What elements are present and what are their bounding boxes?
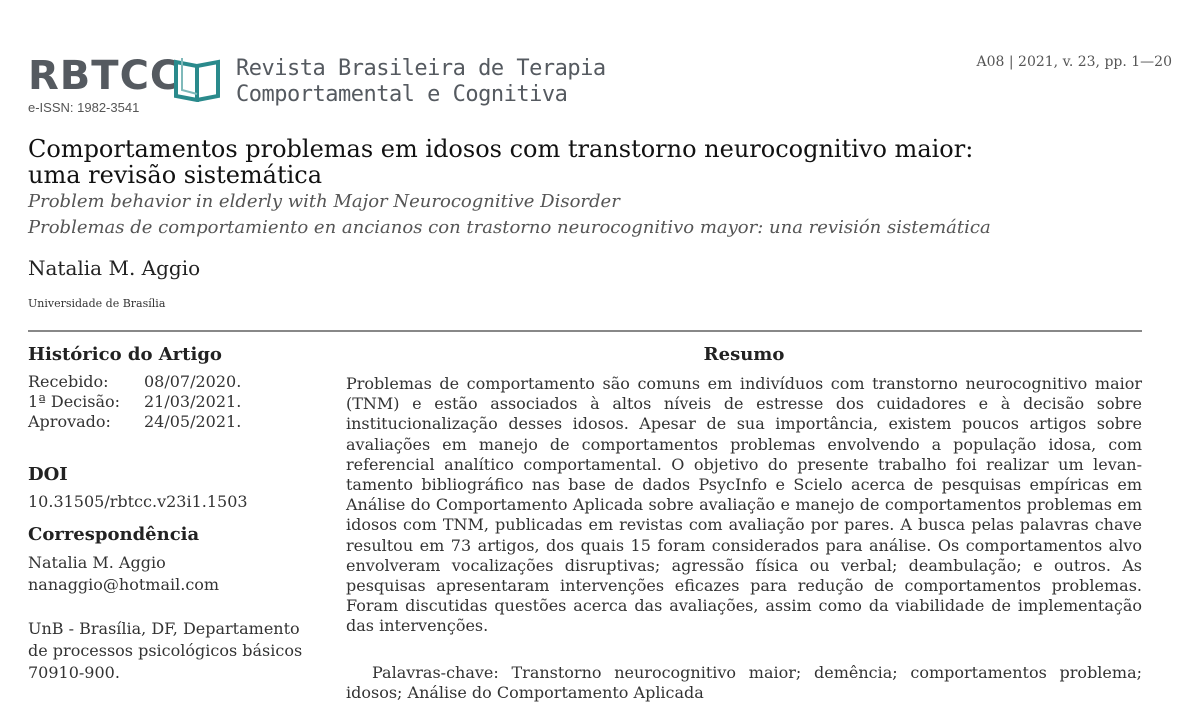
doi-link[interactable]: 10.31505/rbtcc.v23i1.1503 xyxy=(28,492,248,511)
subtitle-spanish: Problemas de comportamiento en ancianos con trastorno neurocognitivo mayor: una revisión sistemática xyxy=(28,217,991,238)
correspondence-name: Natalia M. Aggio xyxy=(28,553,166,572)
history-label: Recebido: xyxy=(28,372,109,391)
history-label: 1ª Decisão: xyxy=(28,392,121,411)
correspondence-email[interactable]: nanaggio@hotmail.com xyxy=(28,575,220,594)
abstract-text: Problemas de comportamento são comuns em indivíduos com transtorno neurocognitivo maior (TNM) e estão associados à altos níveis de estresse dos cuidadores e à decisão sobre institucionalização desses idosos. Apesar de sua importância, existem poucos artigos sobre avaliações em manejo de comportamentos problemas envolvendo a população idosa, com referencial analítico comportamental. O objetivo do presente trabalho foi realizar um levantamento bibliográfico nas base de dados PsycInfo e Scielo acerca de pesquisas empíricas em Análise do Comportamento Aplicada sobre avaliação e manejo de comportamentos problemas em idosos com TNM, publicadas em revistas com avaliação por pares. A busca pelas palavras chave resultou em 73 artigos, dos quais 15 foram considerados para análise. Os comportamentos alvo envolveram vocalizações disruptivas; agressão física ou verbal; deambulação; e outros. As pesquisas apresentaram intervenções eficazes para redução de comportamentos problemas. Foram discutidas questões acerca das avaliações, assim como da viabilidade de implementação das intervenções. xyxy=(346,374,1142,636)
history-value: 08/07/2020. xyxy=(144,372,242,391)
address-line: 70910-900. xyxy=(28,663,120,682)
history-row-received xyxy=(28,372,328,392)
journal-name xyxy=(236,56,606,108)
title-line1: Comportamentos problemas em idosos com transtorno neurocognitivo maior: xyxy=(28,135,974,163)
keywords: Palavras-chave: Transtorno neurocognitivo maior; demência; comportamentos problema; idosos; Análise do Comportamento Aplicada xyxy=(346,663,1142,703)
journal-logo xyxy=(28,54,238,120)
issn: e-ISSN: 1982-3541 xyxy=(28,100,140,115)
affiliation: Universidade de Brasília xyxy=(28,297,166,310)
correspondence-address xyxy=(28,618,328,684)
doi-heading: DOI xyxy=(28,464,68,485)
correspondence-heading: Correspondência xyxy=(28,524,200,545)
open-book-icon xyxy=(170,56,224,102)
author-name: Natalia M. Aggio xyxy=(28,256,201,280)
subtitle-english: Problem behavior in elderly with Major Neurocognitive Disorder xyxy=(28,191,620,212)
abstract-heading: Resumo xyxy=(703,344,785,365)
history-row-approved xyxy=(28,412,328,432)
article-title xyxy=(28,136,1168,188)
logo-text: RBTCC xyxy=(28,53,181,99)
history-value: 24/05/2021. xyxy=(144,412,242,431)
address-line: de processos psicológicos básicos xyxy=(28,641,303,660)
article-info-sidebar xyxy=(28,344,328,682)
history-row-decision xyxy=(28,392,328,412)
history-value: 21/03/2021. xyxy=(144,392,242,411)
history-list xyxy=(28,372,328,432)
journal-header xyxy=(28,50,1172,120)
citation: A08 | 2021, v. 23, pp. 1—20 xyxy=(976,54,1172,70)
title-line2: uma revisão sistemática xyxy=(28,161,323,189)
divider xyxy=(28,330,1142,332)
address-line: UnB - Brasília, DF, Departamento xyxy=(28,619,300,638)
journal-name-line2: Comportamental e Cognitiva xyxy=(236,82,568,107)
journal-name-line1: Revista Brasileira de Terapia xyxy=(236,56,606,81)
history-heading: Histórico do Artigo xyxy=(28,344,222,365)
history-label: Aprovado: xyxy=(28,412,111,431)
correspondence xyxy=(28,552,219,596)
